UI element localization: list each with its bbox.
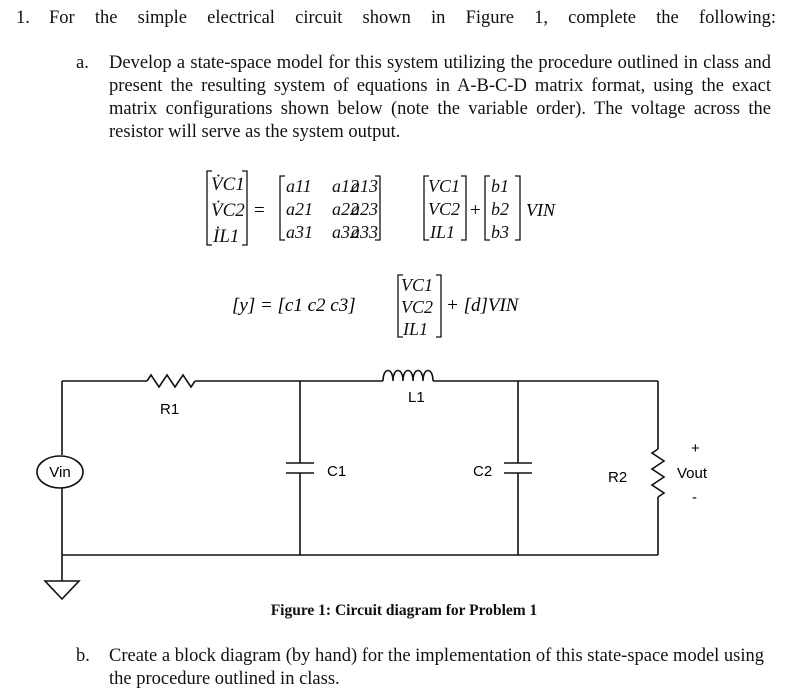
lhs-2: İL1 — [213, 226, 240, 247]
output-lhs: [y] = [c1 c2 c3] — [232, 295, 356, 316]
plus-sign: + — [470, 200, 481, 221]
r1-label: R1 — [160, 401, 180, 418]
b-0: b1 — [491, 176, 509, 196]
a-10: a21 — [286, 199, 313, 219]
l1-inductor — [383, 371, 433, 382]
a-12: a23 — [351, 199, 378, 219]
part-b-label: b. — [76, 646, 90, 666]
a-01: a12 — [332, 176, 359, 196]
ox-2: IL1 — [403, 319, 429, 339]
a-00: a11 — [286, 176, 312, 196]
part-a-text: Develop a state-space model for this system utilizing the procedure outlined in class and present the resulting system of equations in A-B-C-D matrix format, using the exact matrix configurations shown below (note the variable order). The voltage across the resistor will serve as the system output. — [109, 53, 771, 142]
a-left-bracket — [280, 176, 285, 240]
x-0: VC1 — [428, 176, 461, 196]
b-left-bracket — [485, 176, 490, 240]
vout-plus: + — [691, 440, 700, 457]
b-1: b2 — [491, 199, 509, 219]
c1-label: C1 — [327, 463, 347, 480]
x-2: IL1 — [430, 222, 456, 242]
a-21: a32 — [332, 222, 359, 242]
b-2: b3 — [491, 222, 509, 242]
circuit-diagram — [0, 355, 808, 605]
part-a-label: a. — [76, 53, 89, 73]
lhs-1: V̇C2 — [211, 200, 245, 221]
c1-plates — [286, 463, 314, 473]
ox-1: VC2 — [401, 297, 434, 317]
vout-minus: - — [692, 489, 697, 506]
figure-caption: Figure 1: Circuit diagram for Problem 1 — [270, 602, 538, 619]
output-rhs: + [d]VIN — [446, 295, 519, 316]
ox-right-bracket — [436, 275, 441, 337]
question-text: For the simple electrical circuit shown in Figure 1, complete the following: — [49, 8, 776, 28]
eq-sign: = — [254, 200, 265, 221]
a-20: a31 — [286, 222, 313, 242]
question-number: 1. — [16, 8, 30, 28]
vin-label: Vin — [49, 464, 71, 481]
lhs-0: V̇C1 — [211, 174, 245, 195]
ox-0: VC1 — [401, 275, 434, 295]
a-02: a13 — [351, 176, 378, 196]
ground-symbol — [45, 581, 79, 599]
vout-label: Vout — [677, 465, 708, 482]
c2-plates — [504, 463, 532, 473]
input-vin: VIN — [526, 200, 555, 220]
r2-resistor — [652, 449, 664, 497]
r1-resistor — [147, 375, 195, 387]
x-1: VC2 — [428, 199, 461, 219]
l1-label: L1 — [408, 389, 425, 406]
x-right-bracket — [461, 176, 466, 240]
b-right-bracket — [515, 176, 520, 240]
a-22: a33 — [351, 222, 378, 242]
r2-label: R2 — [608, 469, 628, 486]
c2-label: C2 — [473, 463, 493, 480]
part-b-text: Create a block diagram (by hand) for the implementation of this state-space model using the procedure outlined in class. — [109, 646, 765, 689]
a-11: a22 — [332, 199, 359, 219]
